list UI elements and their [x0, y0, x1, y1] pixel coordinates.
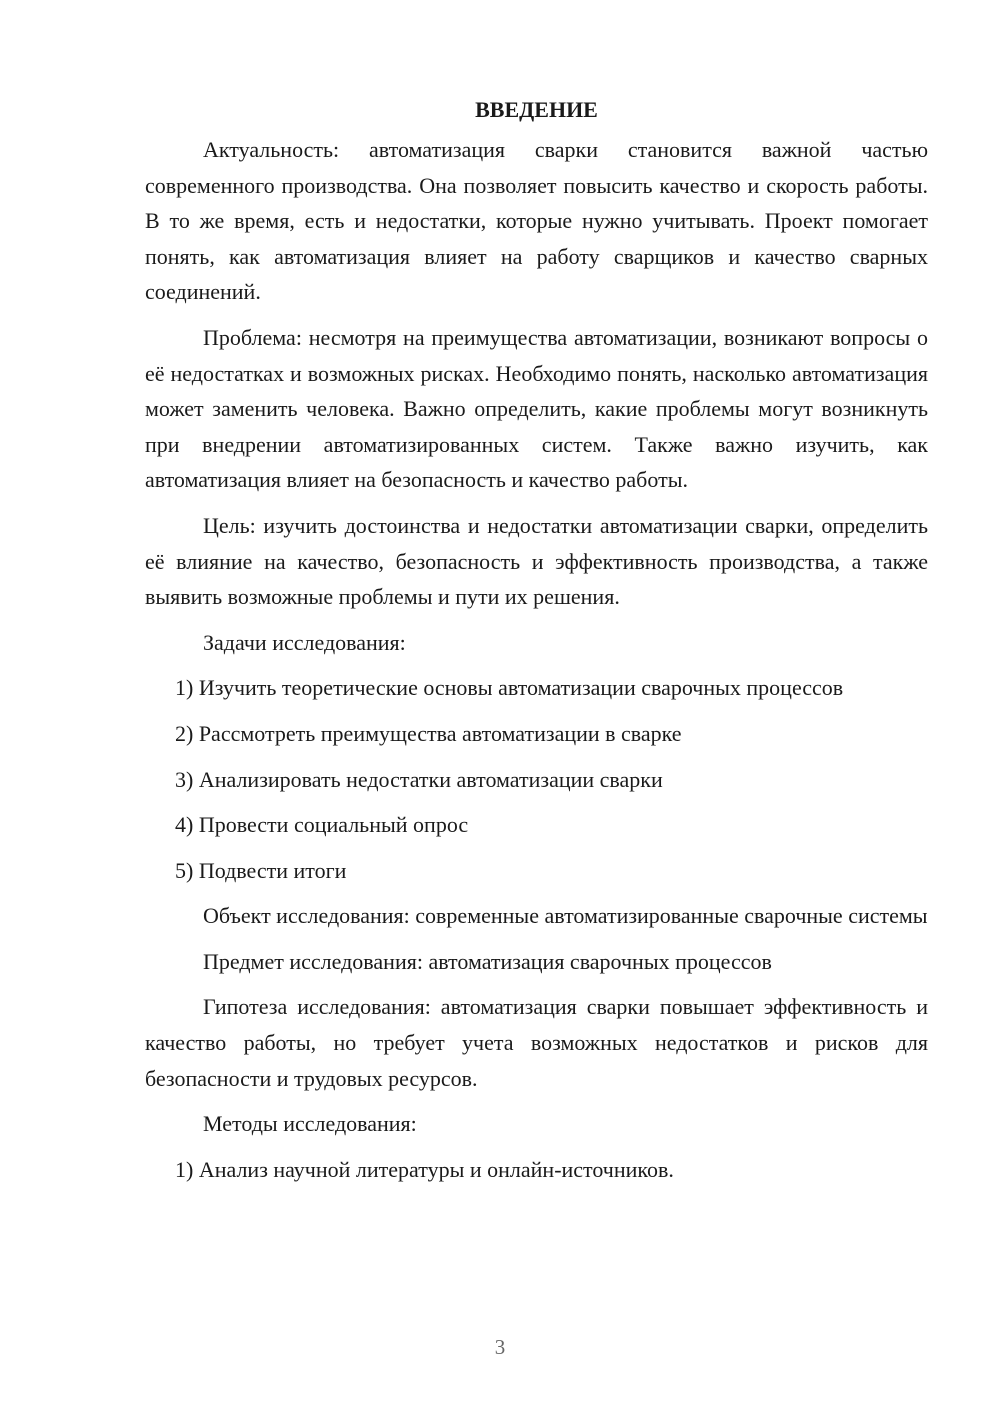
list-item-method-1: 1) Анализ научной литературы и онлайн-источников. — [175, 1156, 674, 1182]
list-item-task-1: 1) Изучить теоретические основы автоматизации сварочных процессов — [175, 675, 844, 701]
section-title: ВВЕДЕНИЕ — [475, 97, 598, 122]
document-page — [145, 92, 928, 1197]
paragraph-subject: Предмет исследования: автоматизация сварочных процессов — [203, 948, 772, 974]
list-item-task-2: 2) Рассмотреть преимущества автоматизации в сварке — [175, 720, 682, 746]
paragraph-goal: Цель: изучить достоинства и недостатки автоматизации сварки, определить её влияние на качество, безопасность и эффективность производства, а также выявить возможные проблемы и пути их решения. — [145, 512, 928, 610]
paragraph-object: Объект исследования: современные автоматизированные сварочные системы — [203, 903, 928, 929]
page-number: 3 — [494, 1335, 506, 1359]
tasks-heading: Задачи исследования: — [203, 629, 406, 655]
list-item-task-5: 5) Подвести итоги — [175, 857, 347, 883]
paragraph-hypothesis: Гипотеза исследования: автоматизация сварки повышает эффективность и качество работы, но требует учета возможных недостатков и рисков для безопасности и трудовых ресурсов. — [145, 994, 928, 1091]
paragraph-relevance: Актуальность: автоматизация сварки становится важной частью современного производства. Она позволяет повысить качество и скорость работы. В то же время, есть и недостатки, которые нужно учитывать. Проект помогает понять, как автоматизация влияет на работу сварщиков и качество сварных соединений. — [145, 137, 928, 305]
methods-heading: Методы исследования: — [203, 1111, 417, 1137]
paragraph-problem: Проблема: несмотря на преимущества автоматизации, возникают вопросы о её недостатках и возможных рисках. Необходимо понять, насколько автоматизация может заменить человека. Важно определить, какие проблемы могут возникнуть при внедрении автоматизированных систем. Также важно изучить, как автоматизация влияет на безопасность и качество работы. — [145, 324, 928, 493]
list-item-task-4: 4) Провести социальный опрос — [175, 812, 469, 838]
list-item-task-3: 3) Анализировать недостатки автоматизации сварки — [175, 766, 663, 792]
